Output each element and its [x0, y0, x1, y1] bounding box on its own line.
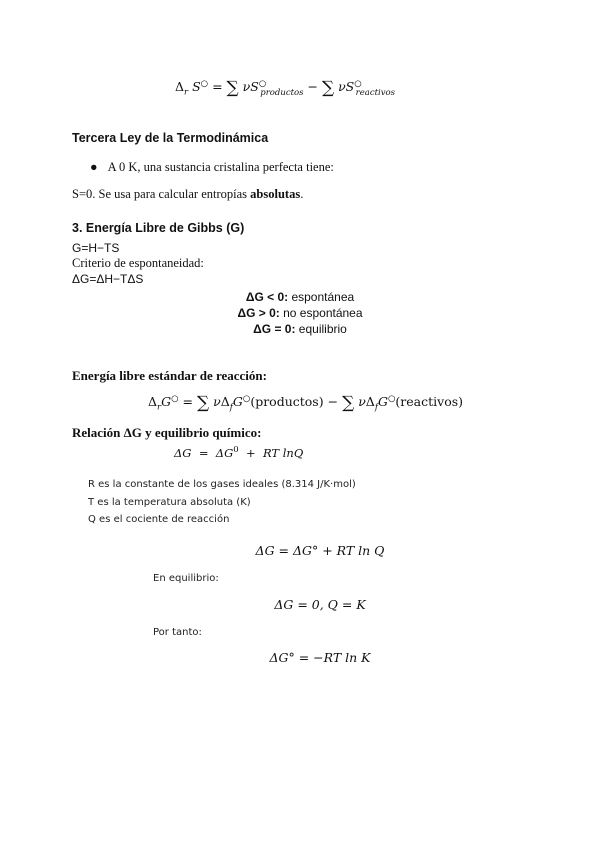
sum-symbol-3: ∑	[196, 393, 210, 413]
third-law-bullet	[90, 160, 334, 175]
case-zero: ΔG = 0: equilibrio	[253, 322, 347, 336]
therefore-label: Por tanto:	[153, 627, 202, 638]
s-products-sup: ○	[258, 78, 267, 89]
sum-symbol-4: ∑	[342, 393, 355, 413]
eq-s: S	[192, 79, 201, 94]
gibbs-heading: 3. Energía Libre de Gibbs (G)	[72, 221, 245, 235]
s-reactants-sup: ○	[354, 78, 362, 89]
relation-equation-2: ΔG = ΔG° + RT ln Q	[255, 543, 385, 558]
note-r: R es la constante de los gases ideales (8.314 J/K·mol)	[88, 479, 356, 490]
relation-heading: Relación ΔG y equilibrio químico:	[72, 425, 262, 440]
line-suffix: .	[300, 187, 304, 201]
sum-symbol: ∑	[226, 78, 239, 98]
eq-equals: =	[212, 79, 223, 94]
third-law-line	[72, 187, 303, 202]
s-products: S	[250, 79, 259, 94]
s-reactants: S	[345, 79, 355, 94]
standard-equation: $\Delta_rG^○$ = ∑ $\nu\Delta_fG^○(productos)$ − ∑ $\nu\Delta_fG^○(reactivos)$	[148, 393, 464, 413]
line-prefix: S=0. Se usa para calcular entropías	[72, 187, 251, 201]
criterion-label: Criterio de espontaneidad:	[72, 256, 204, 270]
relation-equation-4: ΔG° = −RT ln K	[269, 650, 371, 665]
note-t: T es la temperatura absoluta (K)	[88, 497, 251, 508]
line-bold: absolutas	[250, 187, 301, 201]
case-positive: ΔG > 0: no espontánea	[237, 306, 363, 320]
s-products-sub: productos	[260, 87, 304, 98]
nu-symbol: ν	[242, 79, 251, 94]
eq-minus: −	[307, 79, 318, 94]
relation-equation-1: $\Delta G = \Delta G^0$ + RT lnQ	[174, 445, 304, 460]
s-reactants-sub: reactivos	[355, 87, 396, 98]
gibbs-definition: G=H−TS	[72, 241, 120, 255]
nu-symbol-2: ν	[338, 79, 346, 94]
standard-heading: Energía libre estándar de reacción:	[72, 368, 267, 383]
third-law-heading: Tercera Ley de la Termodinámica	[72, 131, 269, 145]
case-negative: ΔG < 0: espontánea	[245, 290, 355, 304]
sum-symbol-2: ∑	[321, 78, 335, 98]
note-q: Q es el cociente de reacción	[88, 514, 230, 525]
delta-g-equation: ΔG=ΔH−TΔS	[72, 272, 144, 286]
relation-equation-3: ΔG = 0, Q = K	[274, 597, 366, 612]
eq-sup: ○	[200, 78, 209, 89]
bullet-text: A 0 K, una sustancia cristalina perfecta tiene:	[107, 160, 334, 174]
eq-sub-r: r	[184, 87, 189, 98]
equilibrium-label: En equilibrio:	[153, 573, 219, 584]
entropy-equation	[175, 78, 395, 98]
eq-delta: Δ	[175, 79, 185, 94]
bullet-dot-icon: ●	[90, 160, 98, 174]
